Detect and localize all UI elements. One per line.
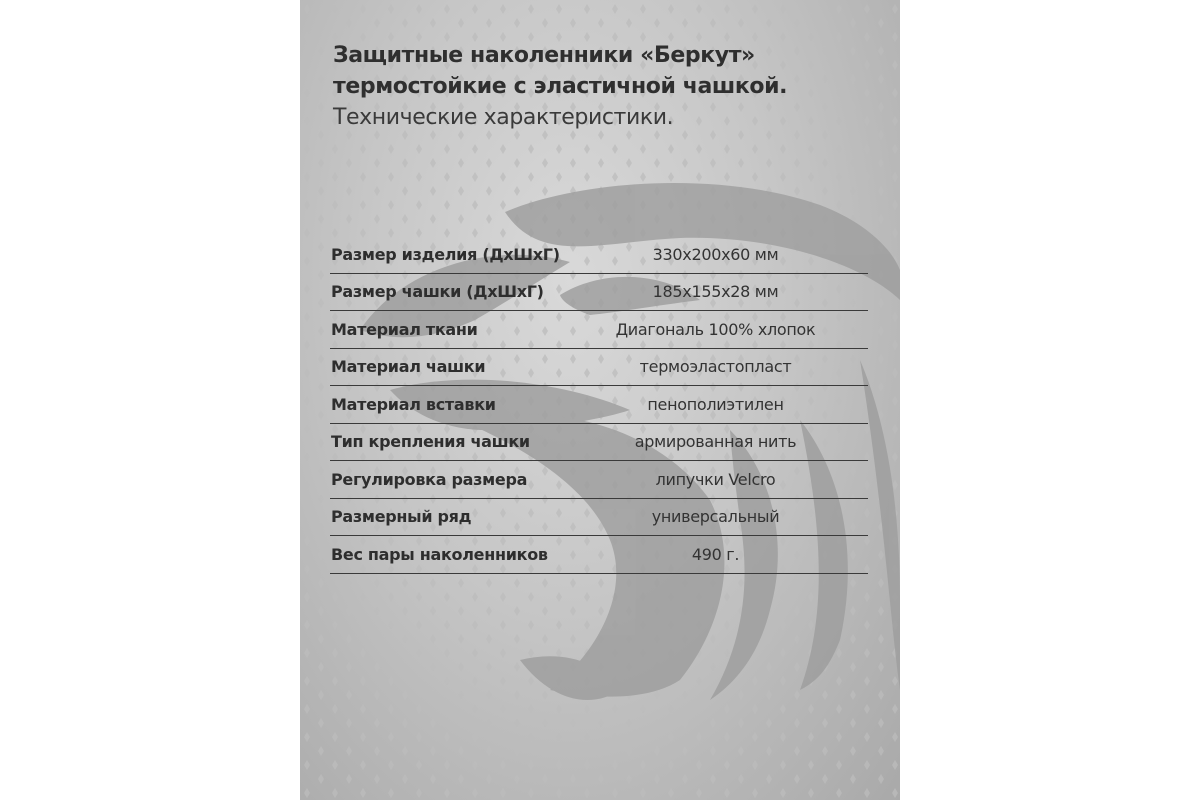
spec-value: 490 г. bbox=[691, 544, 740, 564]
spec-value: Диагональ 100% хлопок bbox=[615, 319, 816, 339]
spec-row bbox=[330, 236, 868, 274]
spec-label: Материал вставки bbox=[331, 394, 496, 414]
spec-row bbox=[330, 536, 868, 574]
spec-value: универсальный bbox=[651, 507, 780, 527]
spec-row bbox=[330, 499, 868, 537]
document-subtitle: Технические характеристики. bbox=[333, 105, 674, 130]
spec-value: липучки Velcro bbox=[655, 469, 776, 489]
spec-row bbox=[330, 424, 868, 462]
title-block bbox=[333, 40, 873, 133]
spec-value: 185x155x28 мм bbox=[652, 282, 779, 302]
spec-value: пенополиэтилен bbox=[647, 394, 784, 414]
spec-value: термоэластопласт bbox=[639, 357, 792, 377]
spec-label: Размерный ряд bbox=[331, 507, 472, 527]
spec-label: Материал ткани bbox=[331, 319, 478, 339]
spec-label: Тип крепления чашки bbox=[331, 432, 530, 452]
spec-row bbox=[330, 461, 868, 499]
specs-table bbox=[330, 236, 868, 574]
spec-value: 330x200x60 мм bbox=[652, 244, 779, 264]
spec-value: армированная нить bbox=[634, 432, 797, 452]
spec-sheet-card bbox=[300, 0, 900, 800]
spec-label: Размер чашки (ДхШхГ) bbox=[331, 282, 544, 302]
spec-row bbox=[330, 349, 868, 387]
spec-row bbox=[330, 274, 868, 312]
spec-label: Материал чашки bbox=[331, 357, 486, 377]
document-title-line2: термостойкие с эластичной чашкой. bbox=[333, 74, 788, 99]
spec-row bbox=[330, 386, 868, 424]
spec-row bbox=[330, 311, 868, 349]
spec-label: Вес пары наколенников bbox=[331, 544, 548, 564]
document-title-line1: Защитные наколенники «Беркут» bbox=[333, 43, 755, 68]
spec-label: Регулировка размера bbox=[331, 469, 528, 489]
spec-label: Размер изделия (ДхШхГ) bbox=[331, 244, 560, 264]
